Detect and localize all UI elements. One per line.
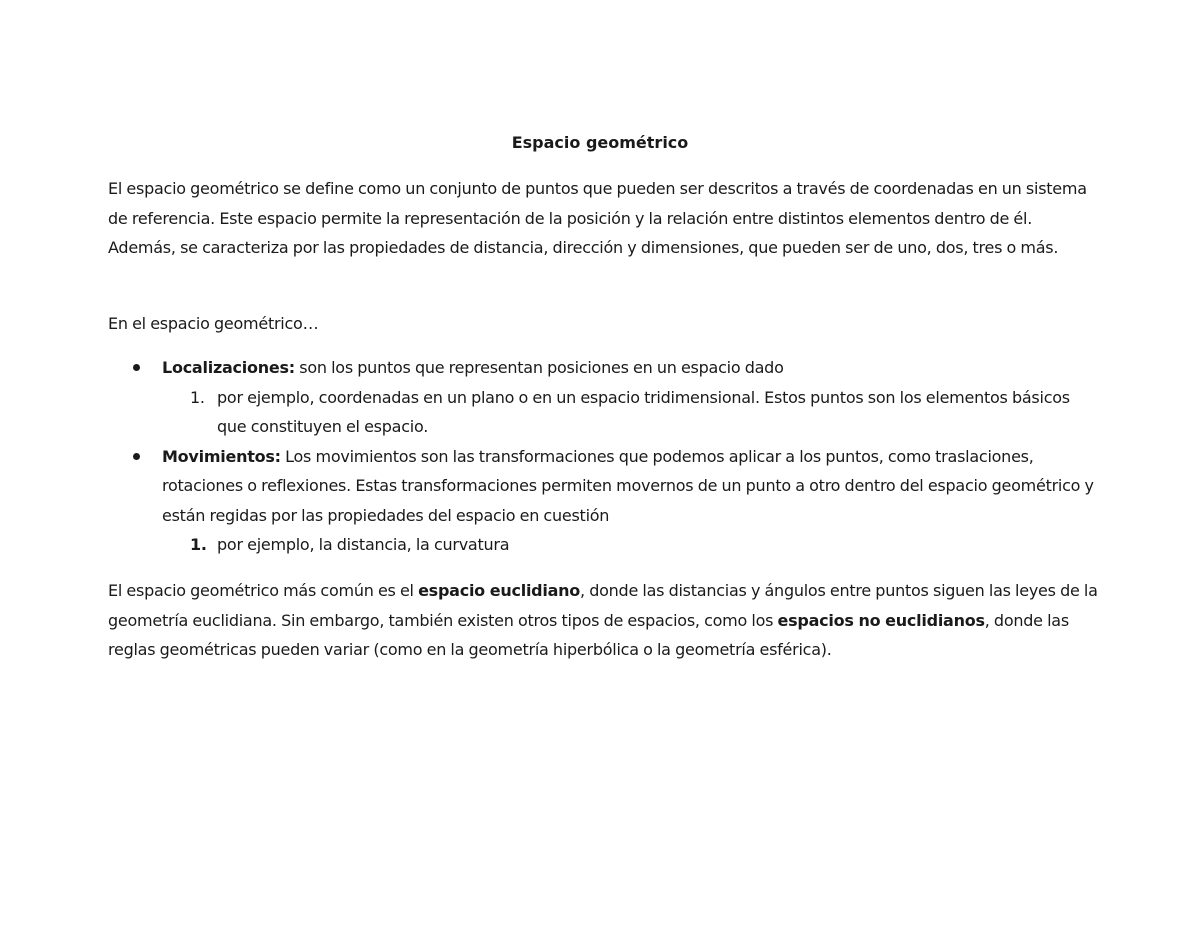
document-title: Espacio geométrico	[511, 133, 689, 152]
closing-text-3: , donde las reglas geométricas pueden variar (como en la geometría hiperbólica o la geometría esférica).	[108, 610, 1069, 659]
closing-bold-no-euclidianos: espacios no euclidianos	[777, 610, 985, 630]
sub-list-number: 1.	[190, 535, 207, 554]
intro-paragraph: El espacio geométrico se define como un conjunto de puntos que pueden ser descritos a través de coordenadas en un sistema de referencia. Este espacio permite la representación de la posición y la relación entre distintos elementos dentro de él. Además, se caracteriza por las propiedades de distancia, dirección y dimensiones, que pueden ser de uno, dos, tres o más.	[108, 179, 1087, 257]
lead-in-paragraph: En el espacio geométrico…	[108, 314, 319, 333]
list-item-localizaciones	[108, 353, 1098, 383]
list-item-movimientos	[108, 442, 1098, 531]
bullet-icon	[133, 364, 140, 371]
list-item-term: Localizaciones:	[162, 358, 295, 377]
closing-text-2: , donde las distancias y ángulos entre puntos siguen las leyes de la geometría euclidiana. Sin embargo, también existen otros tipos de espacios, como los	[108, 581, 1098, 630]
concept-list	[108, 353, 1098, 560]
closing-paragraph	[108, 576, 1098, 665]
closing-text-1: El espacio geométrico más común es el	[108, 581, 419, 600]
bullet-icon	[133, 453, 140, 460]
sub-list-item	[108, 383, 1098, 442]
closing-bold-euclidiano: espacio euclidiano	[418, 581, 581, 600]
list-item-term: Movimientos:	[162, 446, 281, 466]
sub-list-item	[108, 530, 1098, 560]
list-item-text: Los movimientos son las transformaciones que podemos aplicar a los puntos, como traslaciones, rotaciones o reflexiones. Estas transformaciones permiten movernos de un punto a otro dentro del espacio geométrico y están regidas por las propiedades del espacio en cuestión	[162, 446, 1094, 525]
sub-list-text: por ejemplo, coordenadas en un plano o en un espacio tridimensional. Estos puntos son los elementos básicos que constituyen el espacio.	[217, 387, 1070, 436]
sub-list-text: por ejemplo, la distancia, la curvatura	[217, 535, 510, 554]
sub-list-number: 1.	[190, 387, 205, 407]
list-item-text: son los puntos que representan posiciones en un espacio dado	[294, 358, 784, 377]
